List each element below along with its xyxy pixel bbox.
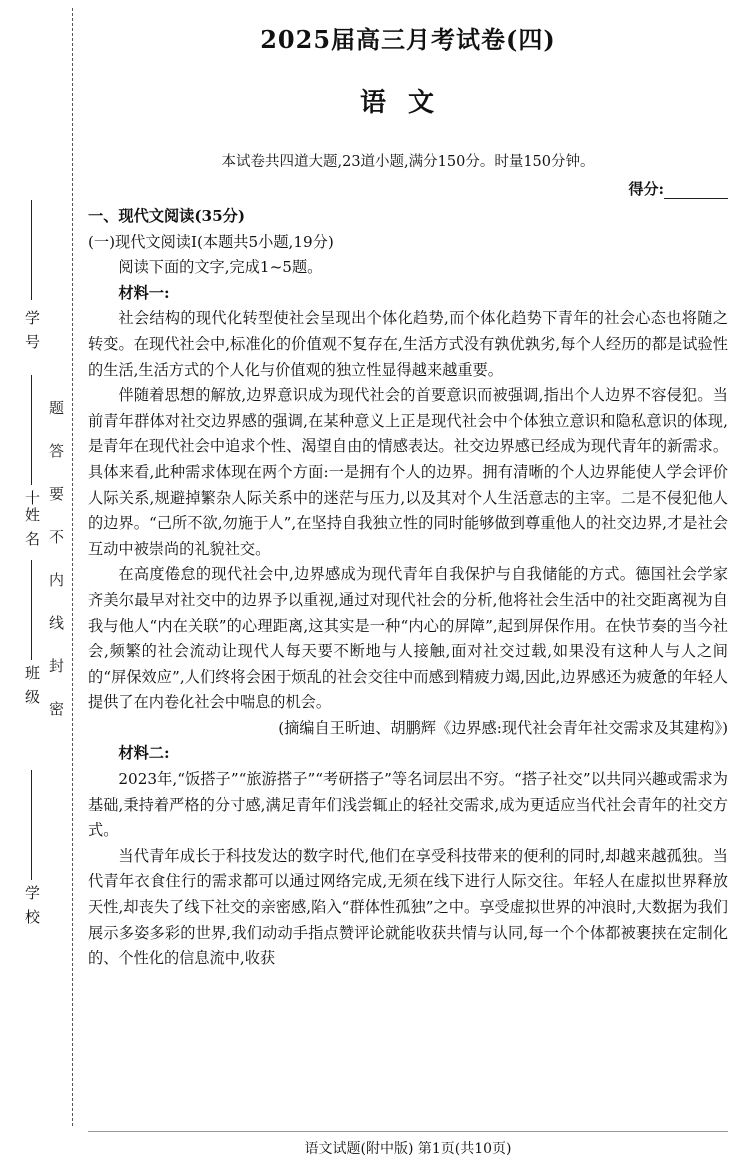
footer-divider: [88, 1131, 728, 1132]
name-blank-wrap: [22, 375, 40, 485]
seal-char: 要: [47, 486, 65, 501]
class-blank-wrap: [22, 560, 40, 660]
subsection-title: (一)现代文阅读Ⅰ(本题共5小题,19分): [88, 232, 334, 251]
material-label: 材料一:: [118, 283, 170, 302]
paragraph: 伴随着思想的解放,边界意识成为现代社会的首要意识而被强调,指出个人边界不容侵犯。当前青年群体对社交边界感的强调,在某种意义上正是现代社会中个体独立意识和隐私意识的体现,是青年在现代社会中追求个性、渴望自由的情感表达。社交边界感已经成为现代青年的新需求。具体来看,此种需求体现在两个方面:一是拥有个人的边界。拥有清晰的个人边界能使人学会评价人际关系,规避掉繁杂人际关系中的迷茫与压力,以及其对个人生活意志的主宰。二是不侵犯他人的边界。“己所不欲,勿施于人”,在坚持自我独立性的同时能够做到尊重他人的社交边界,才是社会互动中被崇尚的礼貌社交。: [88, 386, 728, 558]
student-id-field: [22, 200, 40, 300]
seal-char: 内: [47, 572, 65, 587]
paragraph: 社会结构的现代化转型使社会呈现出个体化趋势,而个体化趋势下青年的社会心态也将随之转变。在现代社会中,标准化的价值观不复存在,生活方式没有孰优孰劣,每个人经历的都是试验性的生活,生活方式的个人化与价值观的独立性显得越来越重要。: [88, 309, 728, 379]
score-blank[interactable]: [664, 184, 728, 199]
class-label: 班 级: [23, 665, 41, 706]
reading-passage: [88, 204, 728, 972]
name-label: 十姓 名: [23, 490, 41, 548]
score-label: 得分:: [628, 180, 664, 198]
school-blank-wrap: [22, 770, 40, 880]
school-label: 学 校: [23, 885, 41, 926]
page-footer: 语文试题(附中版) 第1页(共10页): [304, 1141, 512, 1157]
class-blank[interactable]: [31, 560, 32, 660]
subject-title: 语文: [359, 88, 456, 118]
paragraph: 2023年,“饭搭子”“旅游搭子”“考研搭子”等名词层出不穷。“搭子社交”以共同兴趣或需求为基础,秉持着严格的分寸感,满足青年们浅尝辄止的轻社交需求,成为更适应当代社会青年的社交方式。: [88, 770, 728, 840]
exam-title: 2025届高三月考试卷(四): [260, 25, 556, 54]
direction-text: 阅读下面的文字,完成1~5题。: [118, 258, 323, 277]
section-title: 一、现代文阅读(35分): [88, 207, 246, 225]
score-field: [628, 178, 728, 199]
seal-char: 线: [47, 615, 65, 630]
paragraph: 在高度倦怠的现代社会中,边界感成为现代青年自我保护与自我储能的方式。德国社会学家齐美尔最早对社交中的边界予以重视,通过对现代社会的分析,他将社会生活中的社交距离视为自我与他人“内在关联”的心理距离,这其实是一种“内心的屏障”,起到屏保作用。在快节奏的当今社会,频繁的社会流动让现代人每天要不断地与人接触,面对社交过载,如果没有这种人与人之间的“屏保效应”,人们终将会困于烦乱的社会交往中而感到精疲力竭,因此,边界感还为疲惫的年轻人提供了在内卷化社会中喘息的机会。: [88, 565, 728, 712]
seal-char: 题: [47, 400, 65, 415]
seal-char: 封: [47, 658, 65, 673]
school-blank[interactable]: [31, 770, 32, 880]
material-label: 材料二:: [118, 744, 170, 763]
seal-char: 不: [47, 529, 65, 544]
seal-char: 答: [47, 443, 65, 458]
binding-margin: [0, 0, 80, 1175]
exam-instructions: 本试卷共四道大题,23道小题,满分150分。时量150分钟。: [221, 154, 595, 170]
paragraph: 当代青年成长于科技发达的数字时代,他们在享受科技带来的便利的同时,却越来越孤独。当代青年衣食住行的需求都可以通过网络完成,无须在线下进行人际交往。年轻人在虚拟世界释放天性,却丧失了线下社交的亲密感,陷入“群体性孤独”之中。享受虚拟世界的冲浪时,大数据为我们展示多姿多彩的世界,我们动动手指点赞评论就能收获共情与认同,每一个个体都被裹挟在定制化的、个性化的信息流中,收获: [88, 846, 728, 968]
name-blank[interactable]: [31, 375, 32, 485]
student-id-label: 学 号: [23, 310, 41, 351]
student-id-blank[interactable]: [31, 200, 32, 300]
seal-dashed-line: [72, 8, 73, 1126]
source-citation: (摘编自王昕迪、胡鹏辉《边界感:现代社会青年社交需求及其建构》): [278, 718, 728, 737]
seal-char: 密: [47, 701, 65, 716]
